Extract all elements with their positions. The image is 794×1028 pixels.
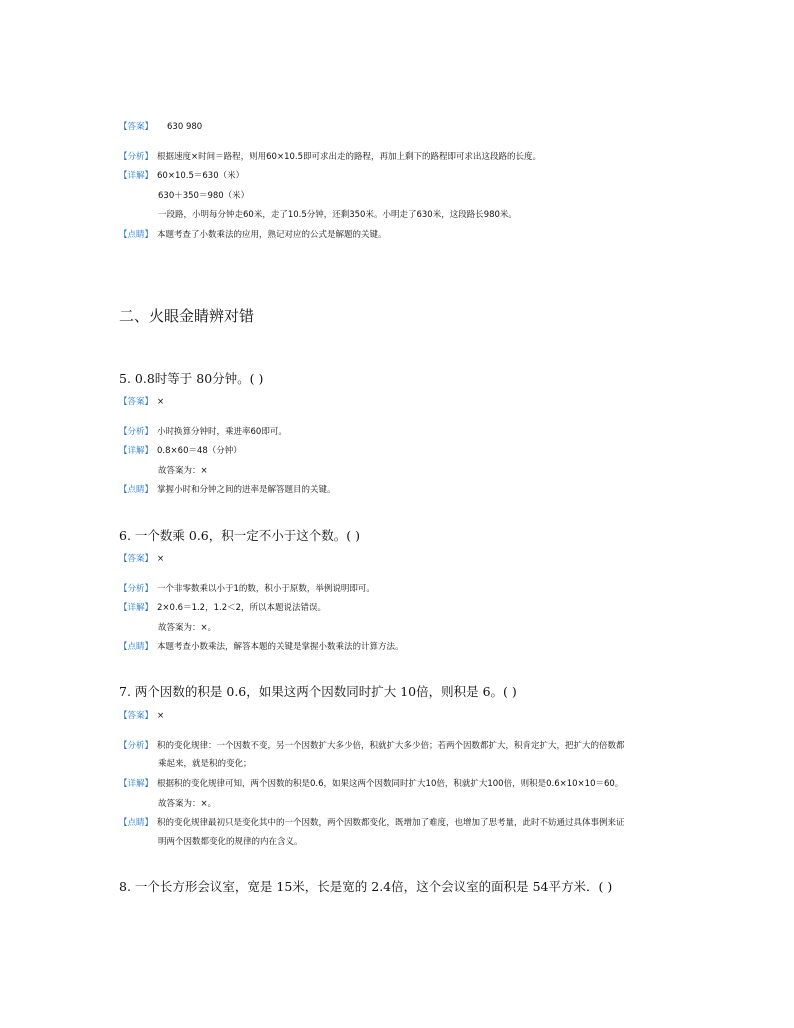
prev-comment-row	[119, 228, 724, 242]
analysis-tag: 【分析】	[119, 741, 154, 751]
comment-tag: 【点睛】	[119, 485, 154, 495]
detail-text: 0.8×60＝48（分钟）	[157, 446, 242, 456]
q7-detail-row	[119, 777, 724, 791]
detail-tag: 【详解】	[119, 779, 154, 789]
analysis-text: 小时换算分钟时，乘进率60即可。	[157, 427, 287, 437]
q6-detail-row	[119, 601, 724, 615]
detail-line: 630＋350＝980（米）	[158, 191, 250, 201]
q5-analysis-row	[119, 425, 724, 439]
q7-answer-row	[119, 709, 724, 723]
detail-tag: 【详解】	[119, 603, 154, 613]
detail-line: 故答案为：×。	[158, 799, 217, 809]
question-6: 6. 一个数乘 0.6，积一定不小于这个数。( )	[119, 528, 360, 543]
analysis-line: 乘起来，就是积的变化；	[158, 759, 252, 769]
answer-tag: 【答案】	[119, 554, 154, 564]
detail-line: 故答案为：×	[158, 466, 208, 476]
analysis-tag: 【分析】	[119, 152, 154, 162]
analysis-text: 一个非零数乘以小于1的数，积小于原数，举例说明即可。	[157, 584, 375, 594]
question-8: 8. 一个长方形会议室，宽是 15米，长是宽的 2.4倍，这个会议室的面积是 54平方米．( )	[119, 879, 613, 894]
q6-analysis-row	[119, 582, 724, 596]
answer-value: ×	[157, 397, 165, 407]
detail-line: 一段路，小明每分钟走60米，走了10.5分钟，还剩350米。小明走了630米，这段路长980米。	[158, 210, 517, 220]
answer-value: ×	[157, 554, 165, 564]
question-7: 7. 两个因数的积是 0.6，如果这两个因数同时扩大 10倍，则积是 6。( )	[119, 684, 517, 699]
comment-text: 掌握小时和分钟之间的进率是解答题目的关键。	[157, 485, 336, 495]
analysis-tag: 【分析】	[119, 584, 154, 594]
answer-tag: 【答案】	[119, 397, 154, 407]
detail-text: 根据积的变化规律可知，两个因数的积是0.6，如果这两个因数同时扩大10倍，积就扩大100倍，则积是0.6×10×10＝60。	[157, 779, 624, 789]
comment-text: 积的变化规律最初只是变化其中的一个因数，两个因数都变化，既增加了难度，也增加了思考量，此时不妨通过具体事例来证	[157, 818, 625, 828]
prev-detail-row	[119, 169, 724, 183]
detail-tag: 【详解】	[119, 171, 154, 181]
analysis-text: 根据速度×时间＝路程，则用60×10.5即可求出走的路程，再加上剩下的路程即可求出这段路的长度。	[157, 152, 542, 162]
q7-analysis-row	[119, 739, 724, 753]
prev-answer-row	[119, 120, 724, 134]
question-5: 5. 0.8时等于 80分钟。( )	[119, 371, 264, 386]
analysis-text: 积的变化规律：一个因数不变，另一个因数扩大多少倍，积就扩大多少倍；若两个因数都扩大，积肯定扩大，把扩大的倍数都	[157, 741, 625, 751]
analysis-tag: 【分析】	[119, 427, 154, 437]
comment-text: 本题考查了小数乘法的应用，熟记对应的公式是解题的关键。	[157, 230, 387, 240]
answer-value: ×	[157, 711, 165, 721]
detail-text: 60×10.5＝630（米）	[157, 171, 245, 181]
comment-tag: 【点睛】	[119, 230, 154, 240]
detail-text: 2×0.6＝1.2，1.2＜2，所以本题说法错误。	[157, 603, 327, 613]
q6-answer-row	[119, 552, 724, 566]
comment-tag: 【点睛】	[119, 818, 154, 828]
q6-comment-row	[119, 640, 724, 654]
answer-value: 630 980	[167, 122, 203, 132]
section-title: 二、火眼金睛辨对错	[119, 307, 255, 325]
q5-comment-row	[119, 483, 724, 497]
comment-line: 明两个因数都变化的规律的内在含义。	[158, 837, 303, 847]
q7-comment-row	[119, 816, 724, 830]
q5-answer-row	[119, 395, 724, 409]
detail-tag: 【详解】	[119, 446, 154, 456]
prev-analysis-row	[119, 150, 724, 164]
answer-tag: 【答案】	[119, 711, 154, 721]
comment-tag: 【点睛】	[119, 642, 154, 652]
comment-text: 本题考查小数乘法，解答本题的关键是掌握小数乘法的计算方法。	[157, 642, 404, 652]
answer-tag: 【答案】	[119, 122, 154, 132]
q5-detail-row	[119, 444, 724, 458]
detail-line: 故答案为：×。	[158, 623, 217, 633]
